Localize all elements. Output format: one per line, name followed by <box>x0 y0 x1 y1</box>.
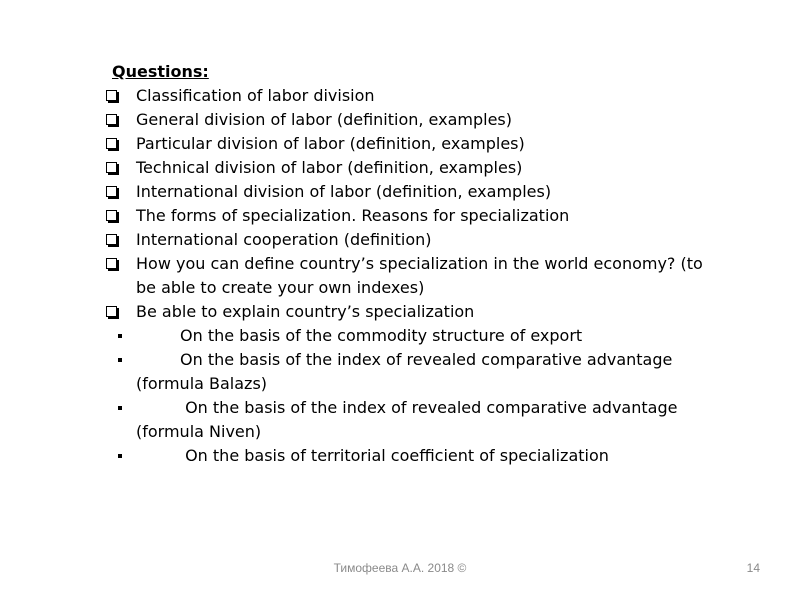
list-item-text: Be able to explain country’s specialization <box>136 302 475 321</box>
list-item <box>104 132 724 156</box>
sub-list-item-text: On the basis of territorial coefficient of specialization <box>180 446 609 465</box>
list-item-text: Particular division of labor (definition, examples) <box>136 134 525 153</box>
checkbox-bullet-icon <box>104 84 124 108</box>
sub-list-item <box>104 396 724 444</box>
list-item <box>104 84 724 108</box>
checkbox-bullet-icon <box>104 300 124 324</box>
list-item <box>104 108 724 132</box>
checkbox-bullet-icon <box>104 252 124 276</box>
list-item <box>104 228 724 252</box>
checkbox-bullet-icon <box>104 180 124 204</box>
list-item-text: International division of labor (definition, examples) <box>136 182 552 201</box>
checkbox-bullet-icon <box>104 204 124 228</box>
sub-list-item-text: On the basis of the index of revealed comparative advantage (formula Balazs) <box>136 350 673 393</box>
list-item-text: The forms of specialization. Reasons for specialization <box>136 206 570 225</box>
checkbox-bullet-icon <box>104 132 124 156</box>
list-item <box>104 252 724 300</box>
questions-heading: Questions: <box>112 62 209 81</box>
sub-list-item <box>104 324 724 348</box>
list-item <box>104 156 724 180</box>
sub-list-item <box>104 348 724 396</box>
square-bullet-icon <box>104 348 124 372</box>
list-item-text: Technical division of labor (definition, examples) <box>136 158 523 177</box>
list-item <box>104 300 724 324</box>
list-item-text: Classification of labor division <box>136 86 375 105</box>
footer-credit: Тимофеева А.А. 2018 © <box>333 561 467 575</box>
list-item <box>104 204 724 228</box>
square-bullet-icon <box>104 396 124 420</box>
list-item-text: How you can define country’s specialization in the world economy? (to be able to create your own indexes) <box>136 254 703 297</box>
sub-list-item <box>104 444 724 468</box>
square-bullet-icon <box>104 324 124 348</box>
list-item <box>104 180 724 204</box>
list-item-text: International cooperation (definition) <box>136 230 432 249</box>
list-item-text: General division of labor (definition, examples) <box>136 110 512 129</box>
slide-number: 14 <box>746 561 760 575</box>
sub-list-item-text: On the basis of the commodity structure of export <box>180 326 583 345</box>
slide-content <box>104 60 724 468</box>
checkbox-bullet-icon <box>104 108 124 132</box>
sub-list-item-text: On the basis of the index of revealed comparative advantage (formula Niven) <box>136 398 678 441</box>
checkbox-bullet-icon <box>104 156 124 180</box>
questions-list <box>104 84 724 468</box>
square-bullet-icon <box>104 444 124 468</box>
checkbox-bullet-icon <box>104 228 124 252</box>
